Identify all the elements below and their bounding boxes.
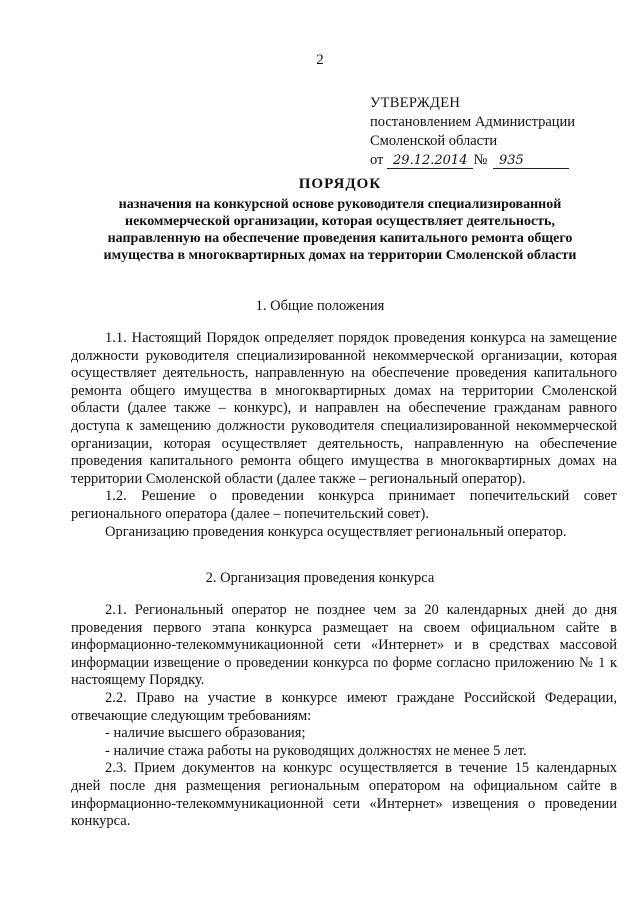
approval-title: УТВЕРЖДЕН [370,95,461,111]
section-heading-1: 1. Общие положения [255,298,385,314]
paragraph: 2.2. Право на участие в конкурсе имеют граждане Российской Федерации, отвечающие следующим требованиям: [71,689,617,724]
approval-date: 29.12.2014 [387,154,473,169]
section-1-body [71,330,617,541]
approval-stamp [370,94,575,170]
approval-date-line [370,151,569,170]
paragraph: Организацию проведения конкурса осуществляет региональный оператор. [105,523,567,540]
document-title: ПОРЯДОК [298,176,382,192]
paragraph: 2.3. Прием документов на конкурс осуществляется в течение 15 календарных дней после дня размещения региональным оператором на официальном сайте в информационно-телекоммуникационной сети «Интернет» извещения о проведении конкурса. [71,760,617,830]
number-label: № [473,152,488,168]
paragraph: 1.2. Решение о проведении конкурса принимает попечительский совет регионального оператора (далее – попечительский совет). [71,488,617,522]
document-subtitle: назначения на конкурсной основе руководителя специализированной некоммерческой организации, которая осуществляет деятельность, направленную на обеспечение проведения капитального ремонта общего имущества в многоквартирных домах на территории Смоленской области [103,197,577,263]
page-number: 2 [316,52,324,68]
section-2-body [71,602,617,831]
list-item: - наличие высшего образования; [105,725,306,742]
list-item: - наличие стажа работы на руководящих должностях не менее 5 лет. [105,742,527,759]
approval-line-2: Смоленской области [370,133,498,149]
paragraph: 2.1. Региональный оператор не позднее чем за 20 календарных дней до дня проведения первого этапа конкурса размещает на своем официальном сайте в информационно-телекоммуникационной сети «Интернет» и в средствах массовой информации извещение о проведении конкурса по форме согласно приложению № 1 к настоящему Порядку. [71,602,617,689]
paragraph: 1.1. Настоящий Порядок определяет порядок проведения конкурса на замещение должности руководителя специализированной некоммерческой организации, которая осуществляет деятельность, направленную на обеспечение проведения капитального ремонта общего имущества в многоквартирных домах на территории Смоленской области (далее также – конкурс), и направлен на обеспечение гражданам равного доступа к замещению должности руководителя специализированной некоммерческой организации, которая осуществляет деятельность, направленную на обеспечение проведения капитального ремонта общего имущества в многоквартирных домах на территории Смоленской области (далее также – региональный оператор). [71,330,617,487]
from-label: от [370,152,384,168]
approval-number: 935 [493,154,569,169]
section-heading-2: 2. Организация проведения конкурса [205,570,435,586]
approval-line-1: постановлением Администрации [370,114,576,130]
